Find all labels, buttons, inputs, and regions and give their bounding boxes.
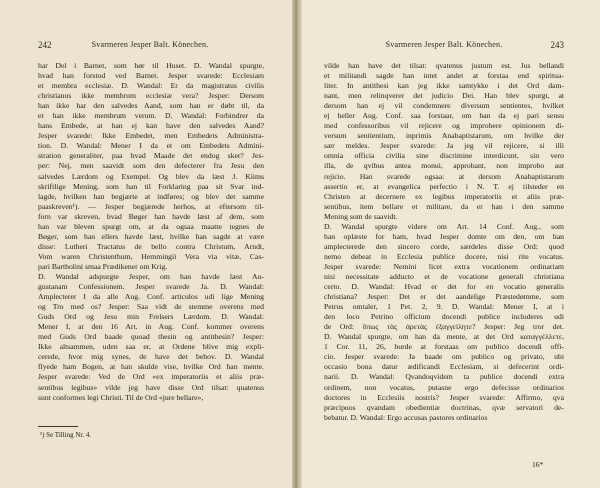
text-line: har Del i Barnet, som hør til Huset. D. Wandal spurgte, (38, 61, 264, 70)
text-line: Jesper svarede: Ved de Ord «ex imperatoriis et aliis præ- (38, 372, 264, 382)
left-page (0, 0, 292, 488)
text-line: et militandi sagde han intet andet at forstaa end spiritua- (324, 71, 564, 81)
text-line: paaskreven¹). — Jesper begjærede herhos, at eftersom til- (38, 201, 264, 211)
text-line: Vom waren Christenthum, Hemmingii Vera via vitæ, Cas- (38, 251, 264, 261)
book-gutter (292, 0, 302, 488)
text-line: ej heller Aug. Conf. saa forstaar, om han da ej pari sensu (324, 111, 564, 121)
text-line: forn var skreven, hvad Bøger han havde læst af dem, som (38, 211, 264, 221)
text-line: Jesper svarede: Ikke Embedet, men Embedets Administra- (38, 131, 264, 141)
text-line: occasio bona datur ædificandi Ecclesiam, si defecerint ordi- (324, 362, 564, 372)
text-line: nant, men relinqverer det judicio Dei. Han blev spurgt, at (324, 91, 564, 101)
text-line: amplecterede den sincero corde, særdeles disse Ord: quod (324, 241, 564, 251)
text-line: nisi necessitate adducto et de vocatione generali christiana (324, 271, 564, 281)
text-line: certo. D. Wandal: Hvad er det for en vocatio generalis (324, 282, 564, 292)
text-line: Mener I, at den 16 Art. in Aug. Conf. kommer overens (38, 322, 264, 332)
text-line: ordinem, non vocatus, putasne ergo defecisse ordinarios (324, 382, 564, 392)
text-line: han var bleven spurgt om, at da ogsaa maatte tegnes de (38, 221, 264, 231)
text-line: med confessoribus vil rejicere og improbere opinionem di- (324, 121, 564, 131)
text-line: sentibus legibus» vilde jeg have disse Ord tilsat: quatenus (38, 382, 264, 392)
text-line: han oplæste for ham, hvad Jesper domte om den, om han (324, 231, 564, 241)
text-line: pari Bartholini smaa Prædikener om Krig. (38, 261, 168, 271)
signature-mark: 16* (532, 460, 544, 469)
text-line: tion. D. Wandal: Mener I da et om Embedets Admini- (38, 141, 264, 151)
text-line: 1 Cor. 11, 26, burde at forstaas om publico docendi offi- (324, 342, 564, 352)
text-line: Ikke altsammen, uden saa er, at Ordene blive mig expli- (38, 342, 264, 352)
text-line: sær meldes. Jesper svarede: Ja jeg vil rejicere, si illi (324, 141, 564, 151)
left-running-head: Svarmeren Jesper Balt. Könechen. (91, 40, 209, 49)
text-line: gustanam Confessionem. Jesper svarede Ja. D. Wandal: (38, 282, 264, 292)
text-line: D. Wandal adspurgte Jesper, om han havde læst Au- (38, 271, 264, 281)
text-line: præcipuos qvandam obedientiæ doctrinas, qvæ servatori de- (324, 402, 564, 412)
right-page (302, 0, 600, 488)
left-page-number: 242 (38, 40, 52, 50)
text-line: cerede, hvor mig synes, de have det behov. D. Wandal (38, 352, 264, 362)
text-line: narii. D. Wandal: Qvandoqvidem ta publice docendi extra (324, 372, 564, 382)
text-line: cio. Jesper svarede: Ja baade om publico og privato, ubi (324, 352, 564, 362)
text-line: bebatur. D. Wandal: Ergo accusas pastores ordinarios (324, 412, 488, 422)
text-line: doctores in Ecclesiis nostris? Jesper svarede: Affirmo, qva (324, 392, 564, 402)
text-line: et membra ecclesiæ. D. Wandal: Er da magistratus civilis (38, 81, 264, 91)
text-line: hvad han forstod ved Barnet. Jesper svarede: Ecclesiam (38, 71, 264, 81)
text-line: Christen at decernere ex legibus imperatoriis et aliis præ- (324, 191, 564, 201)
text-line: D. Wandal spurgte videre om Art. 14 Conf. Aug., som (324, 221, 564, 231)
text-line: rejicio. Han svarede ogsaa: at dersom Anabaptistarum (324, 171, 564, 181)
text-line: den loco Petrino officium docendi publice includeres udi (324, 312, 564, 322)
footnote-rule (38, 426, 78, 427)
text-line: per: Nej, men saavidt som den defecterer fra Jesu den (38, 161, 264, 171)
text-line: er han ikke membrum verum. D. Wandal: Forbindrer da (38, 111, 264, 121)
text-line: med Guds Ord baade quoad thesin og antithesin? Jesper: (38, 332, 264, 342)
text-line: skriftlige Mening, som han til Forklaring paa sit Svar ind- (38, 181, 264, 191)
text-line: hans Embede, at han ej kan have den salvedes Aand? (38, 121, 264, 131)
text-line: lagde, hvilken han begjærte at indføres; og blev det samme (38, 191, 264, 201)
text-line: dersom han ej vil condemnere diversum sentientes, hvilket (324, 101, 564, 111)
text-line: salvedes Lærdom og Exempel. Og blev da læst J. Kiims (38, 171, 264, 181)
text-line: assertio er, at evangelica perfectio i N. T. ej tilsteder en (324, 181, 564, 191)
text-line: disse: Lutheri Tractatus de bello contra Christum, Arndt, (38, 241, 264, 251)
text-line: Jesper svarede: Nemini licet extra vocationem ordinariam (324, 261, 564, 271)
right-page-text (324, 61, 564, 423)
text-line: vilde han have det tilsat: qvatenus justum est. Jus bellandi (324, 61, 564, 70)
text-line: omnia officia civilia sine discrimine interdicunt, sin vero (324, 151, 564, 161)
text-line: D. Wandal spurgte, om han da mente, at det Ord καταγγέλλετε, (324, 332, 564, 342)
footnote: ¹) Se Tilling Nr. 4. (40, 431, 92, 439)
text-line: christianus ikke membrum ecclesiæ vera? Jesper: Dersom (38, 91, 264, 101)
text-line: liter. In antithesi kan jeg ikke samtykke i det Ord dam- (324, 81, 564, 91)
text-line: nemo debeat in Ecclesia publice docere, nisi rite vocatus. (324, 251, 564, 261)
text-line: Mening som de saavidt. (324, 211, 398, 221)
text-line: stration generaliter, paa hvad Maade det endog sker? Jes- (38, 151, 264, 161)
text-line: flyede ham Bogen, at han skulde vise, hvilke Ord han mente. (38, 362, 264, 372)
text-line: og Tro med os? Jesper: Saa vidt de stemme overens med (38, 302, 264, 312)
text-line: Petrus omtaler, 1 Pet. 2, 9. D. Wandal: Mener I, at i (324, 302, 564, 312)
text-line: illa, de qvibus antea monui, approbant, non improbo aut (324, 161, 564, 171)
text-line: christiana? Jesper: Det er det aandelige Præstedømme, som (324, 292, 564, 302)
right-running-head: Svarmeren Jesper Balt. Könechen. (385, 40, 503, 49)
text-line: Bøger, som han ellers havde læst, hvilke han sagde at være (38, 231, 264, 241)
text-line: Amplecterer I da alle Aug. Conf. articulos udi lige Mening (38, 292, 264, 302)
text-line: versum sentientium, inprimis Anabaptistarum, om hvilke der (324, 131, 564, 141)
left-page-text (38, 61, 264, 403)
text-line: sentibus, item bellare et militare, da er han i den samme (324, 201, 564, 211)
text-line: sunt conformes legi Christi. Til de Ord «jure bellare», (38, 392, 204, 402)
right-page-number: 243 (550, 40, 564, 50)
text-line: han ikke har den salvedes Aand, som han er døbt til, da (38, 101, 264, 111)
text-line: Guds Ord og Jesu min Frelsers Lærdom. D. Wandal: (38, 312, 264, 322)
text-line: de Ord: ὅπως τὰς ἀρετὰς ἐξαγγείλητε? Jesper: Jeg tror det. (324, 322, 564, 332)
